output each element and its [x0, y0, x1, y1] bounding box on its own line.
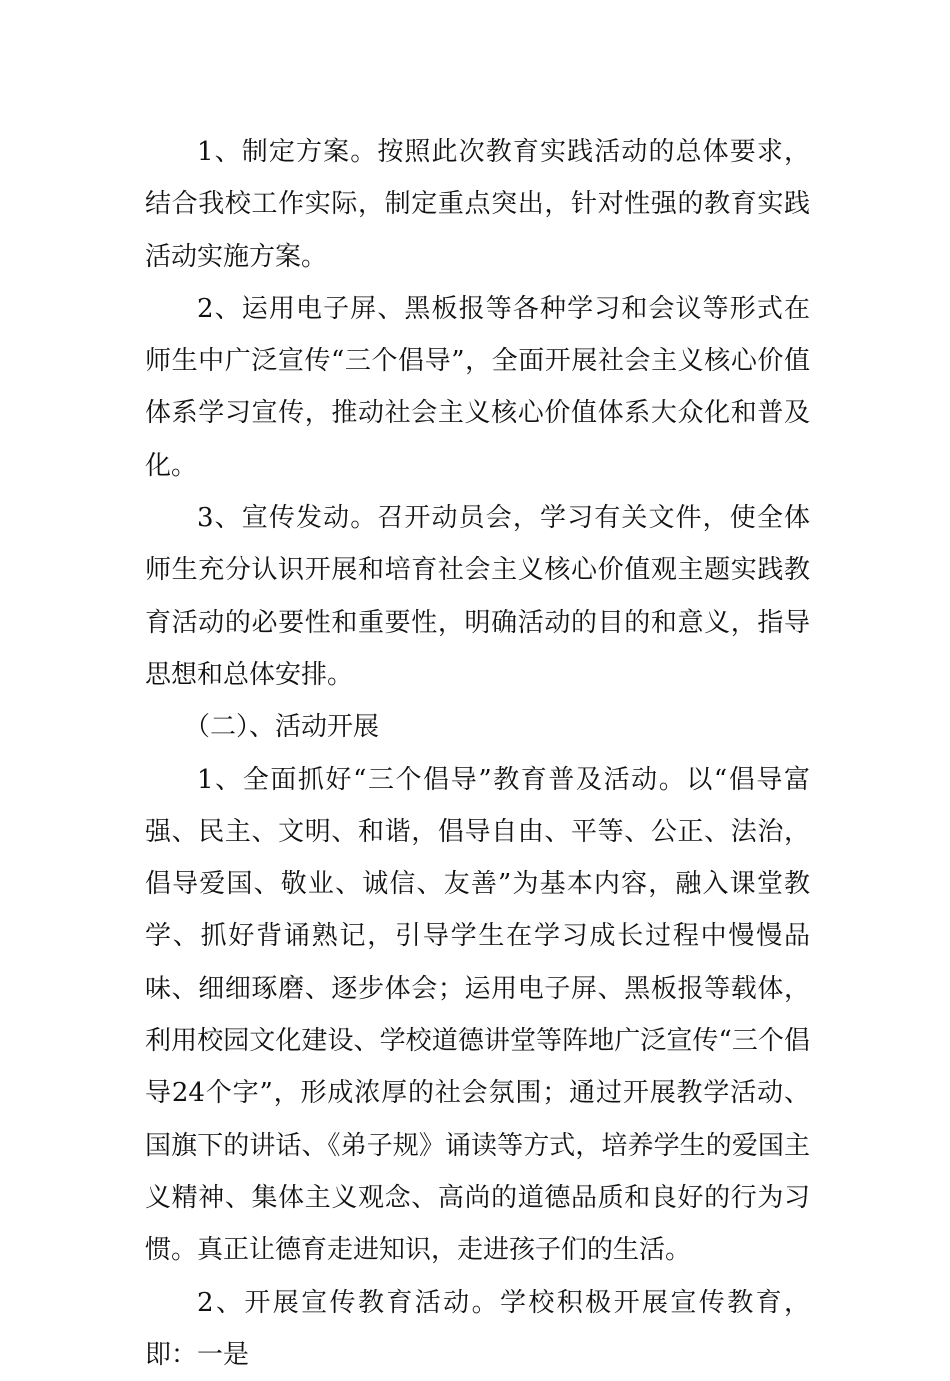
paragraph-publicity-education: 2、开展宣传教育活动。学校积极开展宣传教育，即：一是: [145, 1287, 810, 1370]
document-body: [145, 126, 810, 1381]
paragraph-publicity-forms: 2、运用电子屏、黑板报等各种学习和会议等形式在师生中广泛宣传“三个倡导”，全面开展社会主义核心价值体系学习宣传，推动社会主义核心价值体系大众化和普及化。: [145, 293, 810, 481]
section-heading-activity-launch: （二）、活动开展: [184, 712, 380, 743]
paragraph-formulate-plan: 1、制定方案。按照此次教育实践活动的总体要求，结合我校工作实际，制定重点突出，针对性强的教育实践活动实施方案。: [145, 137, 810, 272]
paragraph-three-advocacies: 1、全面抓好“三个倡导”教育普及活动。以“倡导富强、民主、文明、和谐，倡导自由、平等、公正、法治，倡导爱国、敬业、诚信、友善”为基本内容，融入课堂教学、抓好背诵熟记，引导学生在学习成长过程中慢慢品味、细细琢磨、逐步体会；运用电子屏、黑板报等载体，利用校园文化建设、学校道德讲堂等阵地广泛宣传“三个倡导24个字”，形成浓厚的社会氛围；通过开展教学活动、国旗下的讲话、《弟子规》诵读等方式，培养学生的爱国主义精神、集体主义观念、高尚的道德品质和良好的行为习惯。真正让德育走进知识，走进孩子们的生活。: [145, 764, 810, 1266]
paragraph-mobilization: 3、宣传发动。召开动员会，学习有关文件，使全体师生充分认识开展和培育社会主义核心价值观主题实践教育活动的必要性和重要性，明确活动的目的和意义，指导思想和总体安排。: [145, 503, 810, 690]
